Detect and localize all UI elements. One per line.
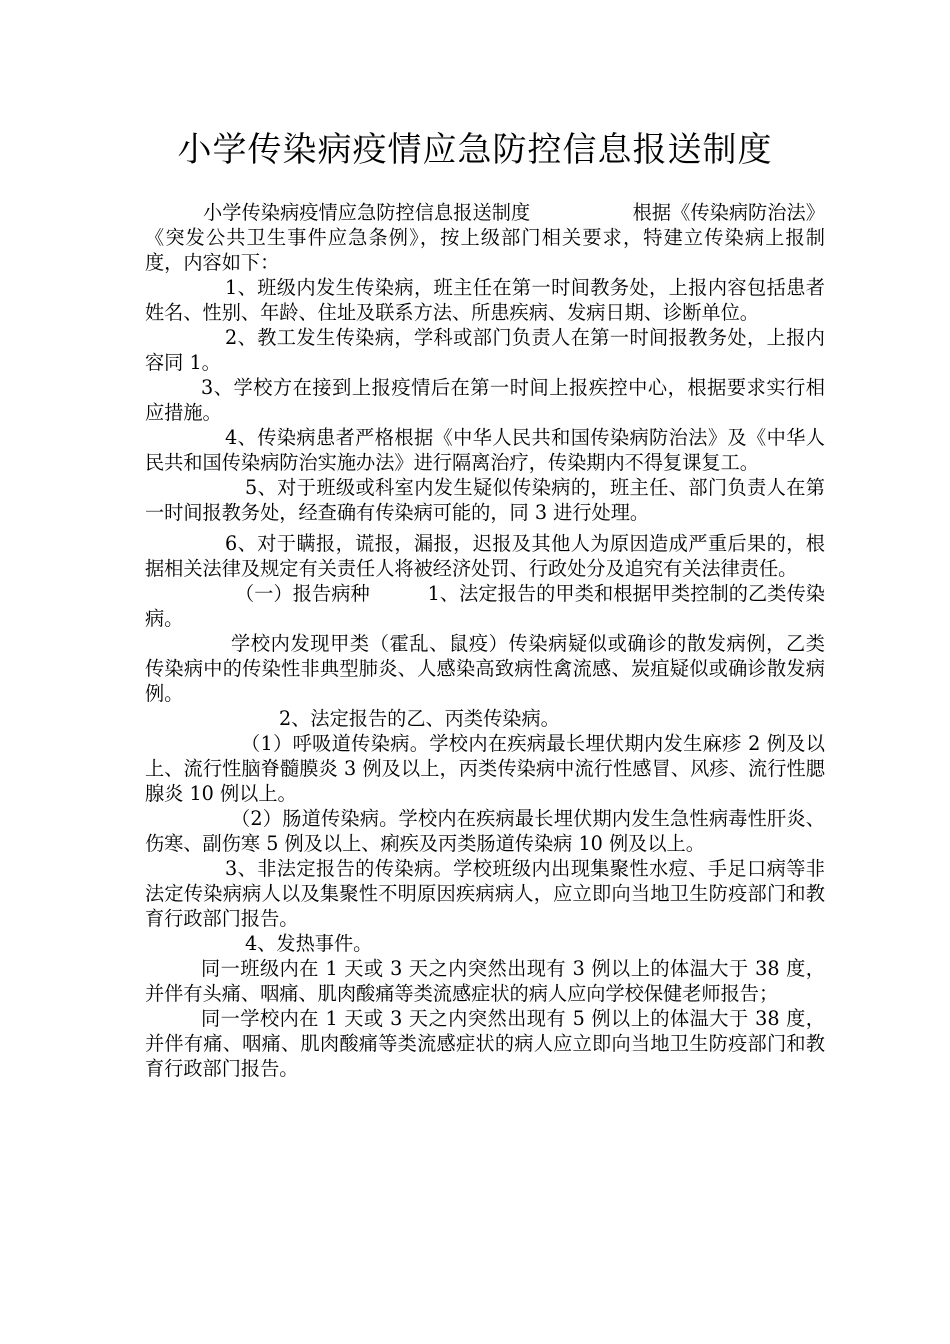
paragraph-item-6: 6、对于瞒报，谎报，漏报，迟报及其他人为原因造成严重后果的，根据相关法律及规定有关责任人将被经济处罚、行政处分及追究有关法律责任。 (145, 532, 825, 580)
paragraph-fever-class: 同一班级内在 1 天或 3 天之内突然出现有 3 例以上的体温大于 38 度，并伴有头痛、咽痛、肌肉酸痛等类流感症状的病人应向学校保健老师报告； (145, 957, 825, 1005)
paragraph-item-3: 3、学校方在接到上报疫情后在第一时间上报疾控中心，根据要求实行相应措施。 (145, 376, 825, 424)
paragraph-item-2: 2、教工发生传染病，学科或部门负责人在第一时间报教务处，上报内容同 1。 (145, 326, 825, 374)
paragraph-class-a: 学校内发现甲类（霍乱、鼠疫）传染病疑似或确诊的散发病例，乙类传染病中的传染性非典型肺炎、人感染高致病性禽流感、炭疽疑似或确诊散发病例。 (145, 632, 825, 705)
paragraph-fever-school: 同一学校内在 1 天或 3 天之内突然出现有 5 例以上的体温大于 38 度，并伴有痛、咽痛、肌肉酸痛等类流感症状的病人应立即向当地卫生防疫部门和教育行政部门报告。 (145, 1007, 825, 1080)
paragraph-item-4: 4、传染病患者严格根据《中华人民共和国传染病防治法》及《中华人民共和国传染病防治实施办法》进行隔离治疗，传染期内不得复课复工。 (145, 426, 825, 474)
paragraph-intro: 小学传染病疫情应急防控信息报送制度 根据《传染病防治法》《突发公共卫生事件应急条例》，按上级部门相关要求，特建立传染病上报制度，内容如下： (145, 201, 825, 274)
paragraph-intestinal: （2）肠道传染病。学校内在疾病最长埋伏期内发生急性病毒性肝炎、伤寒、副伤寒 5 例及以上、痢疾及丙类肠道传染病 10 例及以上。 (145, 807, 825, 855)
paragraph-report-categories: （一）报告病种 1、法定报告的甲类和根据甲类控制的乙类传染病。 (145, 582, 825, 630)
paragraph-respiratory: （1）呼吸道传染病。学校内在疾病最长埋伏期内发生麻疹 2 例及以上、流行性脑脊髓膜炎 3 例及以上，丙类传染病中流行性感冒、风疹、流行性腮腺炎 10 例以上。 (145, 732, 825, 805)
paragraph-class-b-c: 2、法定报告的乙、丙类传染病。 (279, 707, 560, 730)
paragraph-fever-heading: 4、发热事件。 (245, 932, 373, 955)
document-body (145, 200, 825, 1081)
paragraph-non-statutory: 3、非法定报告的传染病。学校班级内出现集聚性水痘、手足口病等非法定传染病病人以及集聚性不明原因疾病病人，应立即向当地卫生防疫部门和教育行政部门报告。 (145, 857, 825, 930)
paragraph-item-1: 1、班级内发生传染病，班主任在第一时间教务处，上报内容包括患者姓名、性别、年龄、住址及联系方法、所患疾病、发病日期、诊断单位。 (145, 276, 825, 324)
document-title: 小学传染病疫情应急防控信息报送制度 (177, 130, 773, 170)
paragraph-item-5: 5、对于班级或科室内发生疑似传染病的，班主任、部门负责人在第一时间报教务处，经查确有传染病可能的，同 3 进行处理。 (145, 476, 825, 524)
